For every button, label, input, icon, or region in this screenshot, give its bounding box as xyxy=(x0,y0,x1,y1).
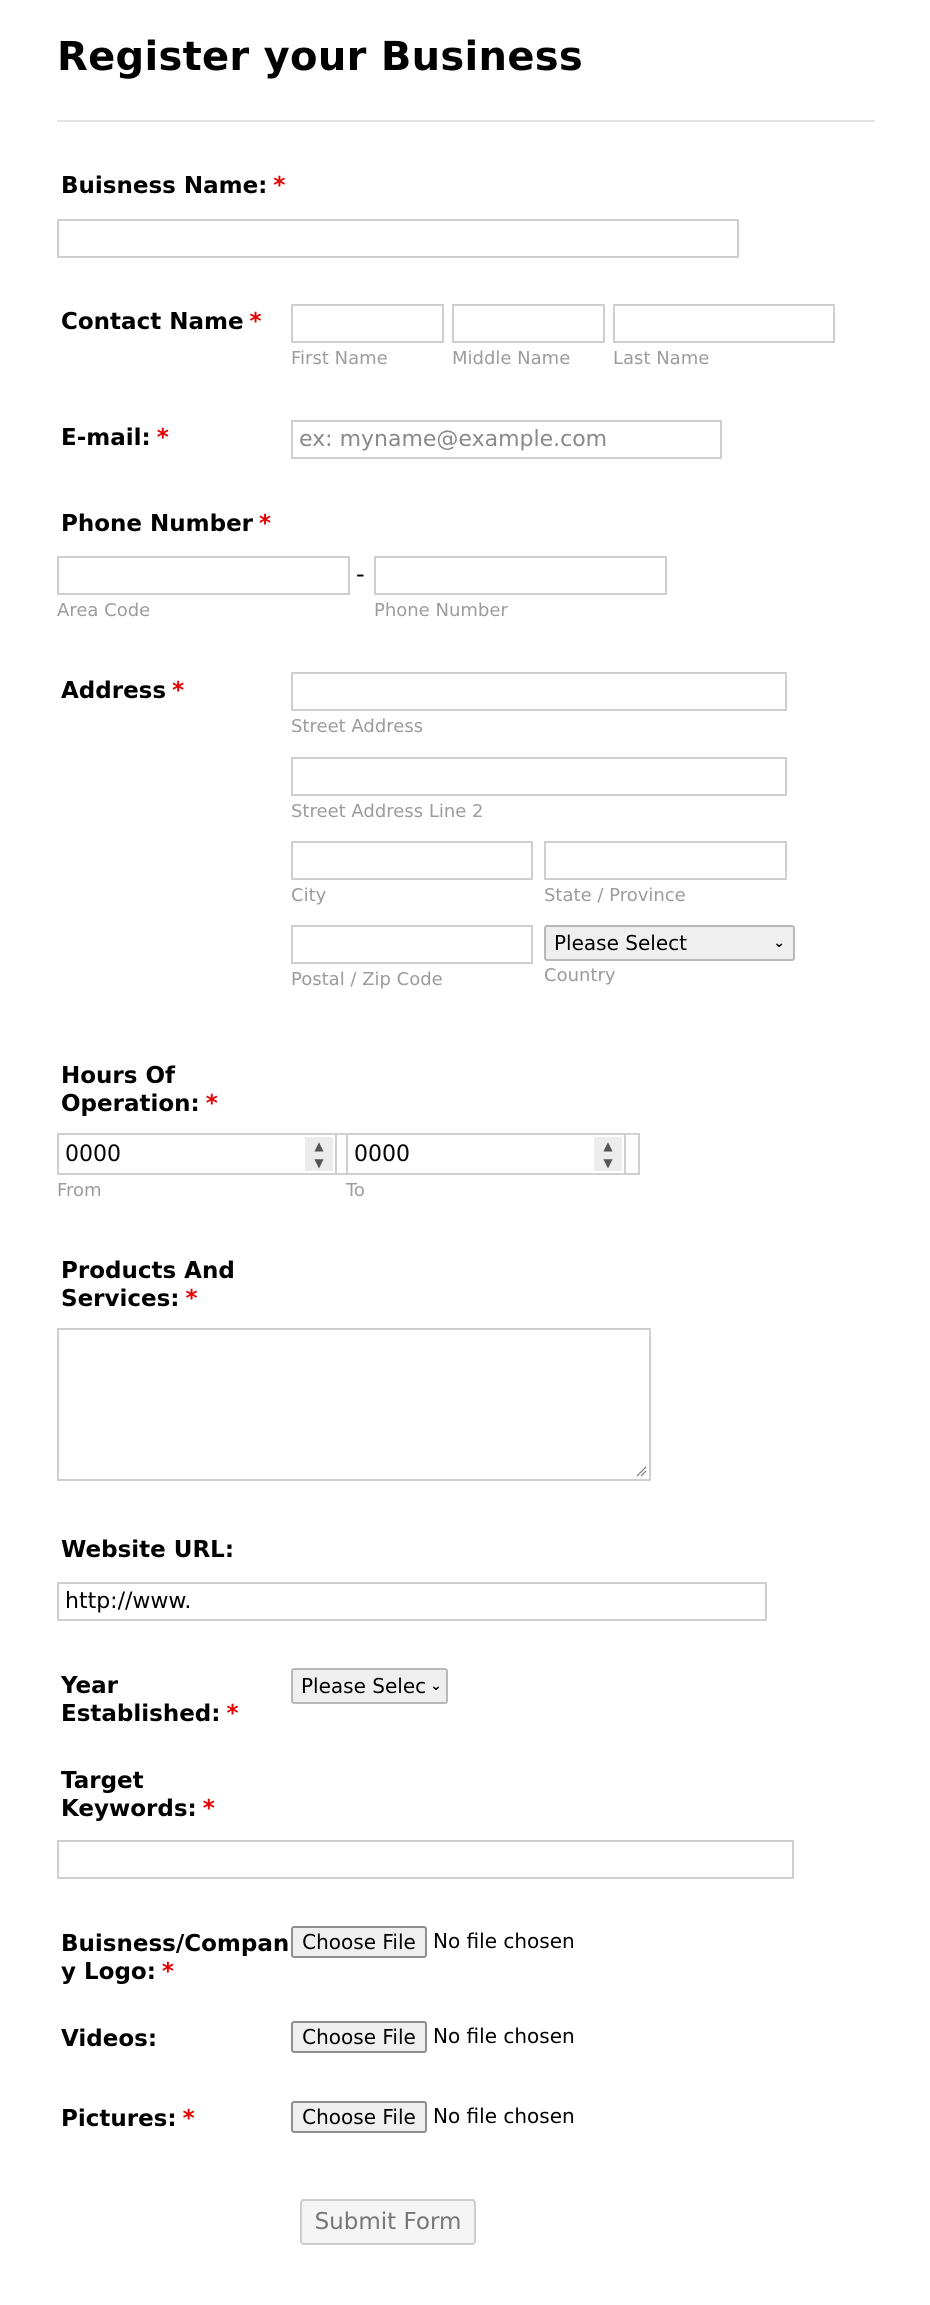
street-address-sublabel: Street Address xyxy=(291,716,424,737)
area-code-input[interactable] xyxy=(57,556,350,595)
phone-number-sublabel: Phone Number xyxy=(374,600,508,621)
last-name-sublabel: Last Name xyxy=(613,348,710,369)
website-label: Website URL: xyxy=(61,1537,235,1563)
street-address-line2-sublabel: Street Address Line 2 xyxy=(291,801,484,822)
arrow-up-icon: ▲ xyxy=(603,1138,613,1153)
chevron-down-icon: ⌄ xyxy=(773,935,785,951)
resize-grip-icon[interactable] xyxy=(635,1465,647,1477)
required-marker: * xyxy=(249,309,262,335)
state-province-sublabel: State / Province xyxy=(544,885,686,906)
middle-name-input[interactable] xyxy=(452,304,605,343)
required-marker: * xyxy=(161,1959,174,1985)
hours-to-stepper[interactable] xyxy=(594,1137,622,1171)
business-name-input[interactable] xyxy=(57,219,739,258)
pictures-label: Pictures: * xyxy=(61,2106,195,2132)
logo-file-status: No file chosen xyxy=(433,1929,575,1953)
country-select[interactable] xyxy=(544,925,795,961)
required-marker: * xyxy=(185,1286,198,1312)
first-name-input[interactable] xyxy=(291,304,444,343)
address-label: Address * xyxy=(61,678,185,704)
middle-name-sublabel: Middle Name xyxy=(452,348,571,369)
hours-label: Hours Of Operation: * xyxy=(61,1063,218,1117)
year-select[interactable] xyxy=(291,1668,448,1704)
keywords-label: Target Keywords: * xyxy=(61,1768,215,1822)
state-province-input[interactable] xyxy=(544,841,787,880)
products-label: Products And Services: * xyxy=(61,1258,235,1312)
postal-zip-input[interactable] xyxy=(291,925,533,964)
hours-from-stepper[interactable] xyxy=(305,1137,333,1171)
business-name-label: Buisness Name: * xyxy=(61,173,286,199)
hours-to-sublabel: To xyxy=(346,1180,365,1201)
year-select-value: Please Selec xyxy=(301,1674,427,1698)
products-textarea[interactable] xyxy=(57,1328,651,1481)
hours-to-input[interactable]: 0000 ▲ ▼ xyxy=(346,1133,626,1175)
required-marker: * xyxy=(156,425,169,451)
postal-zip-sublabel: Postal / Zip Code xyxy=(291,969,443,990)
page-title: Register your Business xyxy=(57,34,583,80)
required-marker: * xyxy=(202,1796,215,1822)
required-marker: * xyxy=(226,1701,239,1727)
required-marker: * xyxy=(205,1091,218,1117)
country-select-value: Please Select xyxy=(554,931,687,955)
keywords-input[interactable] xyxy=(57,1840,794,1879)
first-name-sublabel: First Name xyxy=(291,348,388,369)
website-url-input[interactable] xyxy=(57,1582,767,1621)
street-address-input[interactable] xyxy=(291,672,787,711)
city-sublabel: City xyxy=(291,885,327,906)
required-marker: * xyxy=(182,2106,195,2132)
area-code-sublabel: Area Code xyxy=(57,600,151,621)
chevron-down-icon: ⌄ xyxy=(430,1678,442,1694)
required-marker: * xyxy=(259,511,272,537)
phone-number-input[interactable] xyxy=(374,556,667,595)
hours-from-sublabel: From xyxy=(57,1180,102,1201)
street-address-line2-input[interactable] xyxy=(291,757,787,796)
year-label: Year Established: * xyxy=(61,1673,239,1727)
arrow-up-icon: ▲ xyxy=(314,1138,324,1153)
country-sublabel: Country xyxy=(544,965,616,986)
required-marker: * xyxy=(273,173,286,199)
email-label: E-mail: * xyxy=(61,425,169,451)
email-input[interactable] xyxy=(291,420,722,459)
videos-file-status: No file chosen xyxy=(433,2024,575,2048)
phone-label: Phone Number * xyxy=(61,511,272,537)
submit-button[interactable]: Submit Form xyxy=(300,2199,476,2245)
videos-choose-file-button[interactable]: Choose File xyxy=(291,2021,427,2053)
logo-choose-file-button[interactable]: Choose File xyxy=(291,1926,427,1958)
pictures-choose-file-button[interactable]: Choose File xyxy=(291,2101,427,2133)
videos-label: Videos: xyxy=(61,2026,158,2052)
required-marker: * xyxy=(172,678,185,704)
last-name-input[interactable] xyxy=(613,304,835,343)
title-divider xyxy=(57,120,875,122)
arrow-down-icon: ▼ xyxy=(603,1155,613,1170)
logo-label: Buisness/Compan y Logo: * xyxy=(61,1931,290,1985)
city-input[interactable] xyxy=(291,841,533,880)
pictures-file-status: No file chosen xyxy=(433,2104,575,2128)
contact-name-label: Contact Name * xyxy=(61,309,262,335)
phone-separator: - xyxy=(356,560,365,588)
arrow-down-icon: ▼ xyxy=(314,1155,324,1170)
hours-from-input[interactable]: 0000 ▲ ▼ xyxy=(57,1133,337,1175)
